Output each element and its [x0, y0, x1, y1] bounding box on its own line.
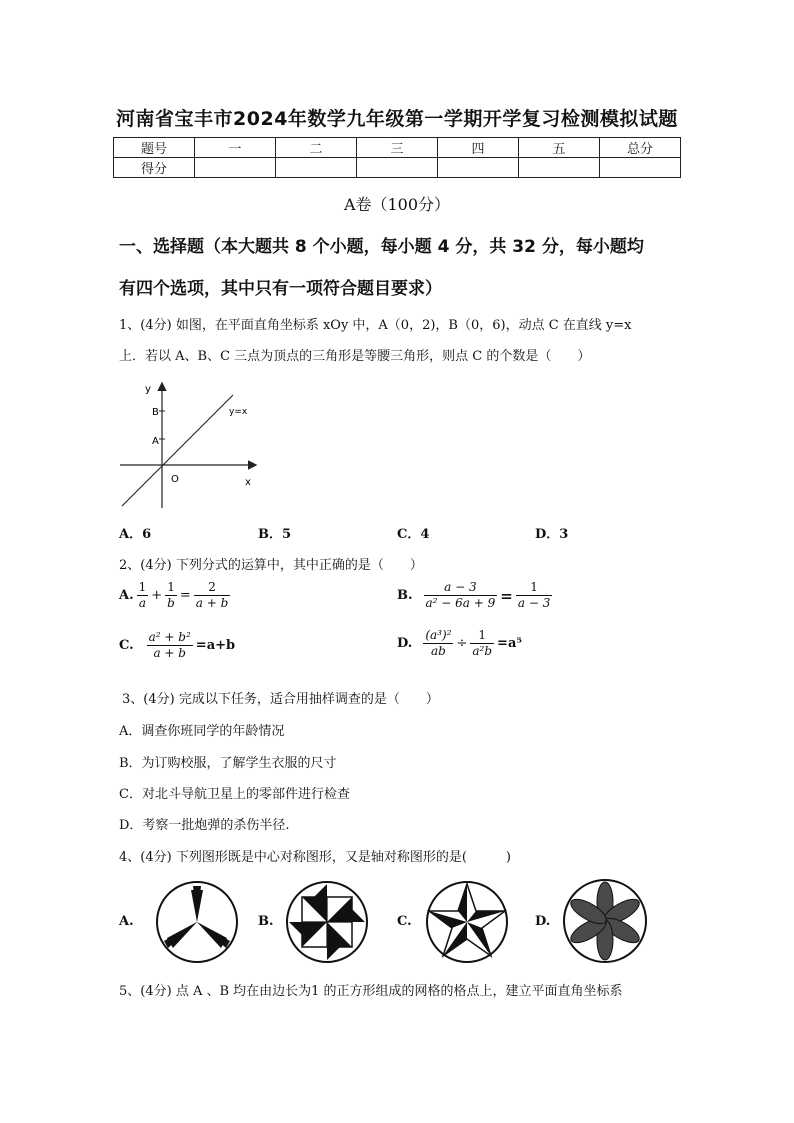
q4-figure-b-pinwheel-icon[interactable]	[285, 880, 369, 964]
q4-option-a-label[interactable]: A.	[119, 914, 134, 929]
q2-a-frac1: $\frac{1}{a}$	[138, 580, 147, 610]
score-header-cell: 一	[195, 138, 276, 158]
score-header-cell: 二	[276, 138, 357, 158]
q4-option-c-label[interactable]: C.	[397, 914, 412, 929]
score-input-cell[interactable]	[276, 158, 357, 178]
score-input-cell[interactable]	[438, 158, 519, 178]
q2-option-c[interactable]	[119, 630, 235, 661]
score-input-cell[interactable]	[600, 158, 681, 178]
q1-option-d[interactable]: D．3	[535, 527, 569, 542]
score-input-cell[interactable]	[519, 158, 600, 178]
score-table-header-row	[114, 138, 681, 158]
q3-option-d[interactable]: D．考察一批炮弹的杀伤半径.	[119, 818, 290, 833]
q4-option-d-label[interactable]: D.	[535, 914, 551, 929]
section1-line1: 一、选择题（本大题共 8 个小题，每小题 4 分，共 32 分，每小题均	[119, 237, 644, 257]
q5-stem: 5、(4分) 点 A 、B 均在由边长为1 的正方形组成的网格的格点上，建立平面直角坐标系	[119, 984, 623, 999]
q1-coordinate-graph	[115, 378, 265, 513]
q2-stem: 2、(4分) 下列分式的运算中，其中正确的是（ ）	[119, 558, 423, 573]
q2-b-frac2: $\frac{1}{a - 3}$	[517, 580, 551, 610]
score-input-cell[interactable]	[195, 158, 276, 178]
score-header-cell: 题号	[114, 138, 195, 158]
q2-d-rhs: =a⁵	[497, 636, 523, 651]
q4-figure-c-star-icon[interactable]	[425, 880, 509, 964]
x-axis-label: x	[245, 477, 251, 488]
equals-sign: =	[500, 586, 513, 605]
point-a-label: A	[152, 436, 159, 447]
score-header-cell: 总分	[600, 138, 681, 158]
q2-option-a[interactable]	[119, 580, 230, 611]
section1-line2: 有四个选项，其中只有一项符合题目要求）	[119, 279, 442, 299]
q4-option-b-label[interactable]: B.	[258, 914, 274, 929]
q2-d-frac2: $\frac{1}{\text{a²b}}$	[472, 628, 493, 658]
q2-a-frac2: $\frac{1}{b}$	[167, 580, 175, 610]
q3-option-a[interactable]: A．调查你班同学的年龄情况	[119, 724, 285, 739]
score-header-cell: 五	[519, 138, 600, 158]
equals-sign: =	[179, 588, 191, 603]
q2-option-b[interactable]	[397, 580, 552, 611]
score-header-cell: 三	[357, 138, 438, 158]
q2-d-frac1: $\frac{\text{(a³)²}}{ab}$	[425, 628, 452, 658]
score-row-label: 得分	[114, 158, 195, 178]
score-table-score-row	[114, 158, 681, 178]
origin-label: O	[171, 474, 179, 485]
q1-option-c[interactable]: C．4	[397, 527, 430, 542]
page-title: 河南省宝丰市2024年数学九年级第一学期开学复习检测模拟试题	[116, 108, 678, 130]
divide-sign: ÷	[456, 636, 468, 651]
q4-stem: 4、(4分) 下列图形既是中心对称图形，又是轴对称图形的是( )	[119, 850, 511, 865]
score-input-cell[interactable]	[357, 158, 438, 178]
q2-c-frac: $\frac{\text{a² + b²}}{a + b}$	[148, 630, 191, 660]
score-header-cell: 四	[438, 138, 519, 158]
q1-stem-line2: 上．若以 A、B、C 三点为顶点的三角形是等腰三角形，则点 C 的个数是（ ）	[119, 349, 591, 364]
q1-option-a[interactable]: A．6	[119, 527, 152, 542]
plus-sign: +	[151, 588, 163, 603]
q2-a-frac3: $\frac{2}{a + b}$	[195, 580, 229, 610]
q2-b-frac1: $\frac{a - 3}{\text{a² − 6a + 9}}$	[425, 580, 496, 610]
y-axis-label: y	[145, 384, 151, 395]
q3-option-b[interactable]: B．为订购校服，了解学生衣服的尺寸	[119, 756, 337, 771]
q1-stem-line1: 1、(4分) 如图，在平面直角坐标系 xOy 中，A（0，2)，B（0，6)，动点 C 在直线 y=x	[119, 318, 632, 333]
q1-option-b[interactable]: B．5	[258, 527, 292, 542]
q2-d-label: D.	[397, 636, 413, 651]
score-table	[113, 137, 681, 178]
q3-stem: 3、(4分) 完成以下任务，适合用抽样调查的是（ ）	[122, 692, 439, 707]
q2-option-d[interactable]	[397, 628, 522, 659]
section-a-heading: A卷（100分）	[343, 195, 451, 214]
q4-figure-d-flower-icon[interactable]	[562, 878, 648, 964]
q4-figure-a-tri-blade-icon[interactable]	[155, 880, 239, 964]
q2-c-label: C.	[119, 638, 134, 653]
line-y-equals-x	[122, 395, 233, 506]
q2-c-rhs: =a+b	[195, 638, 236, 653]
q2-a-label: A.	[119, 588, 134, 603]
point-b-label: B	[152, 407, 159, 418]
line-label: y=x	[229, 407, 248, 417]
q2-b-label: B.	[397, 588, 413, 603]
q3-option-c[interactable]: C．对北斗导航卫星上的零部件进行检查	[119, 787, 350, 802]
